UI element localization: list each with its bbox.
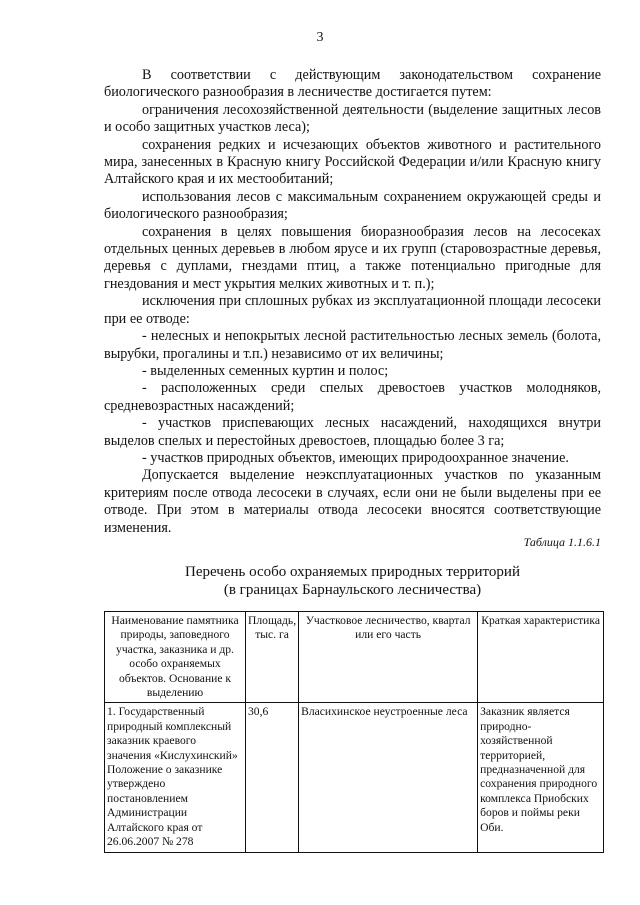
header-area: Площадь, тыс. га — [246, 612, 299, 703]
table-title-line: Перечень особо охраняемых природных территорий — [185, 564, 520, 580]
paragraph-intro: В соответствии с действующим законодательством сохранение биологического разнообразия в лесничестве достигается путем: — [104, 67, 601, 101]
page-number: 3 — [316, 30, 324, 45]
header-district: Участковое лесничество, квартал или его часть — [299, 612, 478, 703]
header-name: Наименование памятника природы, заповедного участка, заказника и др. особо охраняемых объектов. Основание к выделению — [105, 612, 246, 703]
paragraph-item: исключения при сплошных рубках из эксплуатационной площади лесосеки при ее отводе: — [104, 293, 601, 327]
table-title-subline: (в границах Барнаульского лесничества) — [223, 582, 482, 598]
paragraph-item: использования лесов с максимальным сохранением окружающей среды и биологического разнообразия; — [104, 188, 601, 223]
paragraph-item: ограничения лесохозяйственной деятельности (выделение защитных лесов и особо защитных участков леса); — [104, 101, 601, 136]
paragraph-closing: Допускается выделение неэксплуатационных участков по указанным критериям после отвода лесосеки в случаях, если они не были выделены при ее отводе. При этом в материалы отвода лесосеки вносятся соответствующие изменения. — [104, 467, 601, 536]
paragraph-item: сохранения в целях повышения биоразнообразия лесов на лесосеках отдельных ценных деревьев в любом ярусе и их групп (старовозрастные деревья, деревья с дуплами, гнездами птиц, а также потенциально пригодные для гнездования и мест укрытия мелких животных и т. п.); — [104, 223, 601, 292]
table-header-row — [105, 612, 604, 703]
paragraph-subitem: - участков природных объектов, имеющих природоохранное значение. — [142, 449, 569, 466]
paragraph-item: сохранения редких и исчезающих объектов животного и растительного мира, занесенных в Красную книгу Российской Федерации и/или Красную книгу Алтайского края и их местообитаний; — [104, 136, 601, 188]
cell-description: Заказник является природно-хозяйственной территорией, предназначенной для сохранения природного комплекса Приобских боров и поймы реки Оби. — [478, 703, 604, 852]
cell-district: Власихинское неустроенные леса — [299, 703, 478, 852]
paragraph-subitem: - выделенных семенных куртин и полос; — [142, 362, 389, 379]
header-description: Краткая характеристика — [478, 612, 604, 703]
paragraph-subitem: - расположенных среди спелых древостоев участков молодняков, средневозрастных насаждений; — [104, 380, 601, 414]
table-label: Таблица 1.1.6.1 — [523, 535, 601, 549]
paragraph-subitem: - нелесных и непокрытых лесной растительностью лесных земель (болота, вырубки, прогалины и т.п.) независимо от их величины; — [104, 328, 601, 362]
protected-areas-table — [104, 611, 604, 853]
cell-area: 30,6 — [246, 703, 299, 852]
paragraph-subitem: - участков приспевающих лесных насаждений, находящихся внутри выделов спелых и перестойных древостоев, площадью более 3 га; — [104, 415, 601, 449]
body-text — [104, 67, 601, 537]
table-title — [104, 563, 601, 599]
table-row — [105, 703, 604, 852]
cell-name: 1. Государственный природный комплексный заказник краевого значения «Кислухинский» Положение о заказнике утверждено постановлением Администрации Алтайского края от 26.06.2007 № 278 — [105, 703, 246, 852]
